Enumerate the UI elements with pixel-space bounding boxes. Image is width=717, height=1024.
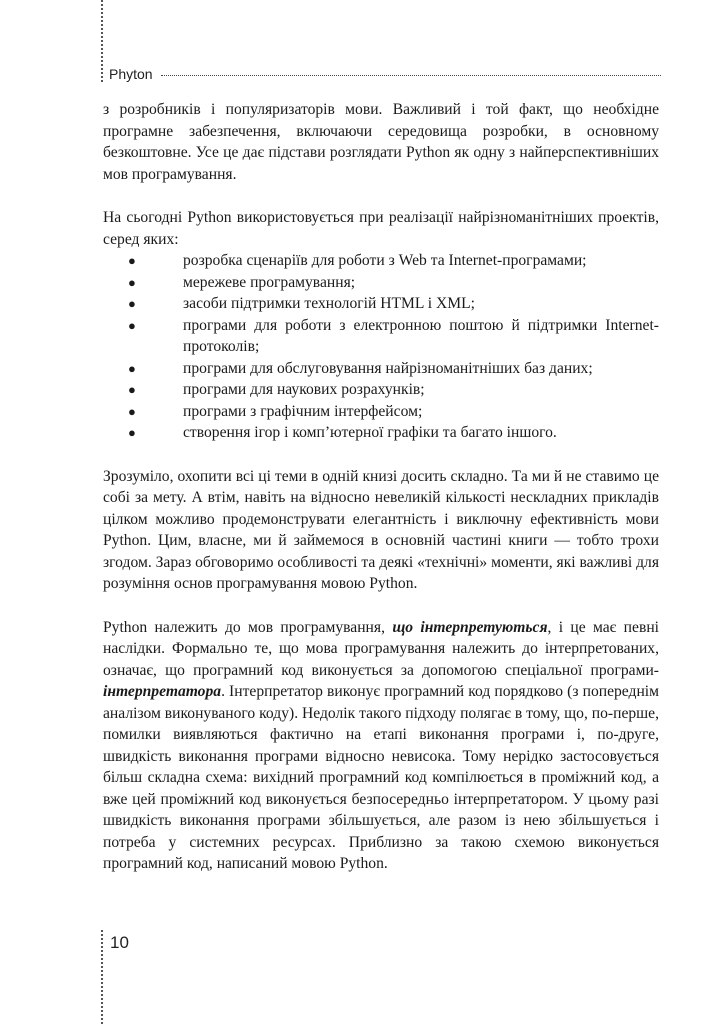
bullet-icon: ● xyxy=(128,360,136,376)
list-item: ● мережеве програмування; xyxy=(103,272,659,294)
term-interpreted: що інтерпретуються xyxy=(392,618,548,636)
paragraph-1: з розробників і популяризаторів мови. Важливий і той факт, що необхідне програмне забезпечення, включаючи середовища розробки, в основному безкоштовне. Усе це дає підстави розглядати Python як одну з найперспективніших мов програмування. xyxy=(103,101,659,183)
list-item: ● програми для обслуговування найрізноманітніших баз даних; xyxy=(103,358,659,380)
bullet-icon: ● xyxy=(128,274,136,290)
bullet-icon: ● xyxy=(128,425,136,440)
bullet-icon: ● xyxy=(128,253,136,268)
list-item: ● розробка сценаріїв для роботи з Web та Internet-програмами; xyxy=(103,250,659,272)
bullet-icon: ● xyxy=(128,317,136,333)
running-header xyxy=(109,66,661,82)
list-item: ● програми з графічним інтерфейсом; xyxy=(103,401,659,423)
list-item: ● програми для наукових розрахунків; xyxy=(103,379,659,401)
term-interpreter: інтерпретатора xyxy=(103,683,222,700)
bullet-icon: ● xyxy=(128,296,136,311)
list-item: ● програми для роботи з електронною поштою й підтримки Internet-протоколів; xyxy=(128,316,659,355)
paragraph-2-intro: На сьогодні Python використовується при реалізації найрізноманітніших проектів, серед яких: xyxy=(103,209,659,248)
paragraph-3: Зрозуміло, охопити всі ці теми в одній книзі досить складно. Та ми й не ставимо це собі за мету. А втім, навіть на відносно невеликій кількості нескладних прикладів цілком можливо продемонструвати елегантність і виключну ефективність мови Python. Цим, власне, ми й займемося в основній частині книги — тобто трохи згодом. Зараз обговоримо особливості та деякі «технічні» моменти, які важливі для розуміння основ програмування мовою Python. xyxy=(103,467,659,592)
page-body xyxy=(103,99,659,897)
bullet-icon: ● xyxy=(128,403,136,419)
top-dotted-rule xyxy=(101,0,103,82)
paragraph-4: Python належить до мов програмування, що інтерпретуються, і це має певні наслідки. Формально те, що мова програмування належить до інтерпретованих, означає, що програмний код виконується за допомогою спеціальної програми-інтерпретатора. Інтерпретатор виконує програмний код порядково (з попереднім аналізом виконуваного коду). Недолік такого підходу полягає в тому, що, по-перше, помилки виявляються фактично на етапі виконання програми і, по-друге, швидкість виконання програми відносно невисока. Тому нерідко застосовується більш складна схема: вихідний програмний код компілюється в проміжний код, а вже цей проміжний код виконується безпосередньо інтерпретатором. У цьому разі швидкість виконання програми збільшується, але разом із нею збільшується і потреба у системних ресурсах. Приблизно за такою схемою виконується програмний код, написаний мовою Python. xyxy=(103,618,659,872)
header-dotted-leader xyxy=(161,75,661,76)
bullet-list xyxy=(103,250,659,444)
bullet-icon: ● xyxy=(128,382,136,397)
page-number: 10 xyxy=(110,933,129,952)
list-item: ● створення ігор і комп’ютерної графіки та багато іншого. xyxy=(103,422,659,444)
running-header-title: Phyton xyxy=(109,66,153,82)
list-item: ● засоби підтримки технологій HTML і XML; xyxy=(103,293,659,315)
bottom-dotted-rule xyxy=(101,930,103,1024)
